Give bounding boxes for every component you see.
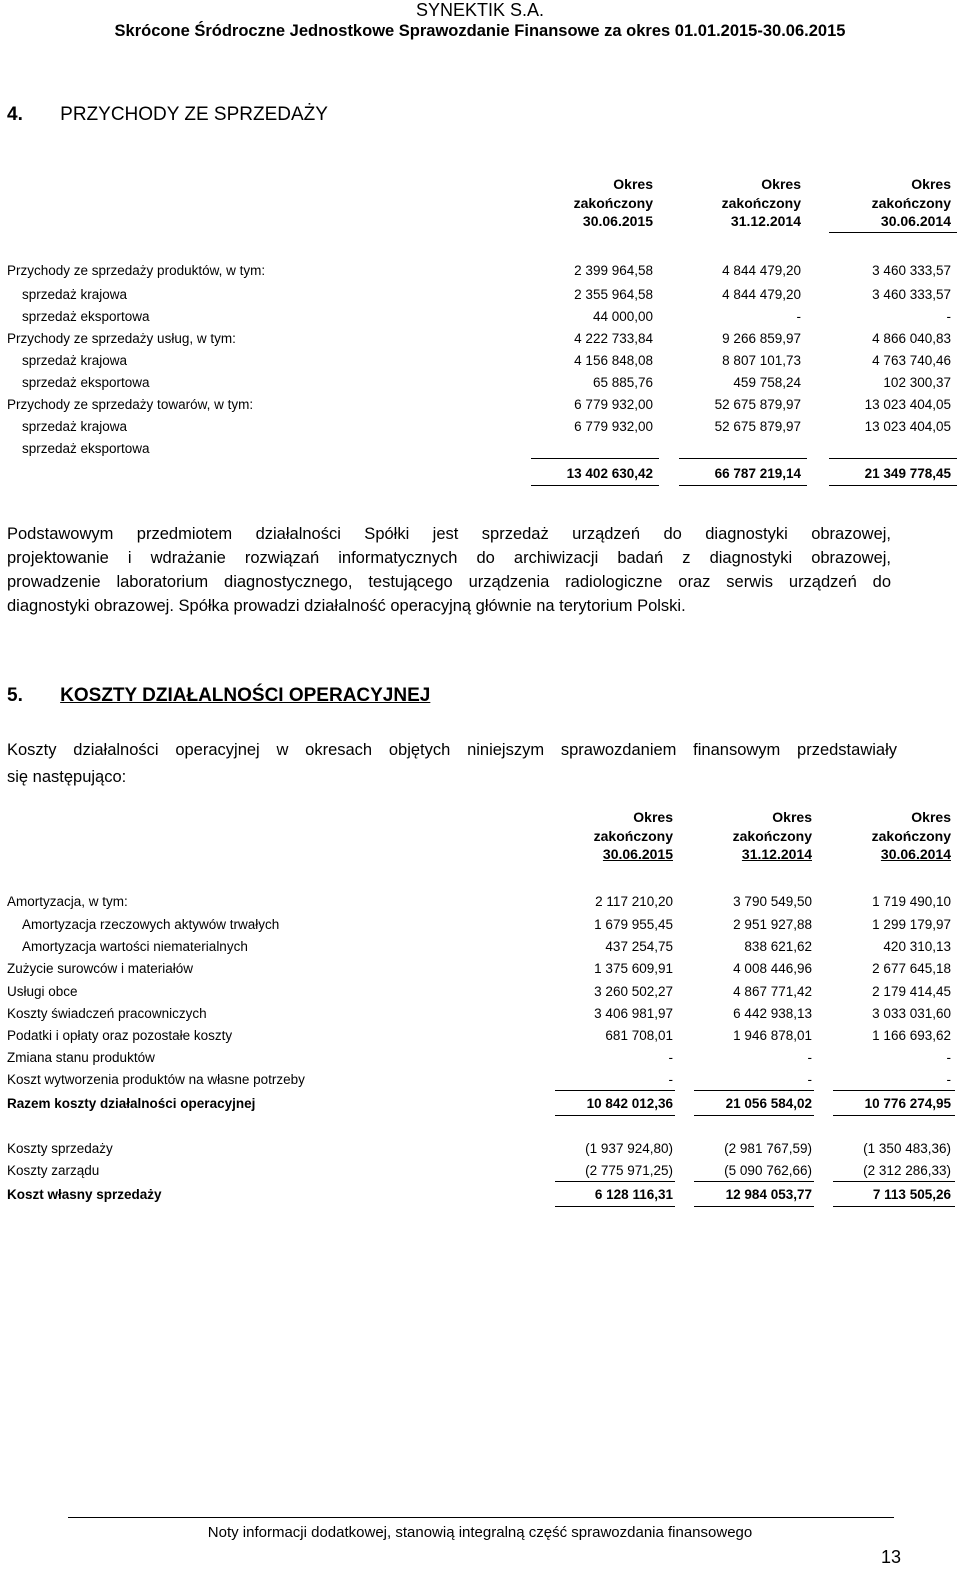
section-4-title: PRZYCHODY ZE SPRZEDAŻY <box>60 104 328 125</box>
table-row: sprzedaż eksportowa 44 000,00 - - <box>22 309 951 324</box>
s5-total2-underline-3 <box>833 1206 955 1207</box>
table-row: sprzedaż krajowa 4 156 848,08 8 807 101,73 4 763 740,46 <box>22 353 951 368</box>
section-4-heading <box>7 103 328 127</box>
s4-total-underline-3 <box>829 485 957 486</box>
section-5-heading <box>7 684 430 708</box>
s5-subtotal-line-2 <box>694 1090 814 1091</box>
section-5-intro: Koszty działalności operacyjnej w okresach objętych niniejszym sprawozdaniem finansowym przedstawiały się następująco: <box>7 741 897 786</box>
table-row: sprzedaż eksportowa 65 885,76 459 758,24 102 300,37 <box>22 375 951 390</box>
s4-total-underline-2 <box>679 485 807 486</box>
table-row: Usługi obce 3 260 502,27 4 867 771,42 2 179 414,45 <box>7 984 951 999</box>
s5-subtotal2-line-1 <box>555 1181 675 1182</box>
s5-total2-underline-1 <box>555 1206 675 1207</box>
section-4-paragraph: Podstawowym przedmiotem działalności Spółki jest sprzedaż urządzeń do diagnostyki obrazowej, projektowanie i wdrażanie rozwiązań informatycznych do archiwizacji badań z diagnostyki obrazowej, prowadzenie laboratorium diagnostycznego, testującego urządzenia radiologiczne oraz serwis urządzeń do diagnostyki obrazowej. Spółka prowadzi działalność operacyjną głównie na terytorium Polski. <box>7 525 891 615</box>
table-row: Zmiana stanu produktów - - - <box>7 1050 951 1065</box>
s4-col-3-header-underline <box>829 232 957 233</box>
table-row: Przychody ze sprzedaży usług, w tym: 4 222 733,84 9 266 859,97 4 866 040,83 <box>7 331 951 346</box>
s5-col-3-header: Okres zakończony 30.06.2014 <box>871 809 951 862</box>
s5-subtotal-line-3 <box>833 1090 955 1091</box>
s5-total-underline-2 <box>694 1115 814 1116</box>
s5-total-underline-3 <box>833 1115 955 1116</box>
footer-divider <box>68 1517 894 1518</box>
table-row: Podatki i opłaty oraz pozostałe koszty 681 708,01 1 946 878,01 1 166 693,62 <box>7 1028 951 1043</box>
table-row: Zużycie surowców i materiałów 1 375 609,91 4 008 446,96 2 677 645,18 <box>7 961 951 976</box>
section-5-number: 5. <box>7 685 23 706</box>
report-subtitle: Skrócone Śródroczne Jednostkowe Sprawozdanie Finansowe za okres 01.01.2015-30.06.2015 <box>114 22 846 40</box>
table-row: Koszt wytworzenia produktów na własne potrzeby - - - <box>7 1072 951 1087</box>
total-row: Razem koszty działalności operacyjnej 10 842 012,36 21 056 584,02 10 776 274,95 <box>7 1096 951 1111</box>
total-row: Koszt własny sprzedaży 6 128 116,31 12 984 053,77 7 113 505,26 <box>7 1187 951 1202</box>
s4-col-1-header: Okres zakończony 30.06.2015 <box>573 176 653 229</box>
footer-note: Noty informacji dodatkowej, stanowią integralną część sprawozdania finansowego <box>207 1524 753 1541</box>
table-row: Koszty świadczeń pracowniczych 3 406 981,97 6 442 938,13 3 033 031,60 <box>7 1006 951 1021</box>
table-row: Koszty zarządu (2 775 971,25) (5 090 762,66) (2 312 286,33) <box>7 1163 951 1178</box>
s4-col-3-header: Okres zakończony 30.06.2014 <box>871 176 951 229</box>
s5-col-2-header: Okres zakończony 31.12.2014 <box>732 809 812 862</box>
s4-total-underline-1 <box>531 485 659 486</box>
s4-col-2-header: Okres zakończony 31.12.2014 <box>721 176 801 229</box>
table-row: sprzedaż krajowa 2 355 964,58 4 844 479,20 3 460 333,57 <box>22 287 951 302</box>
table-row: Przychody ze sprzedaży towarów, w tym: 6 779 932,00 52 675 879,97 13 023 404,05 <box>7 397 951 412</box>
s4-subtotal-line-1 <box>531 458 659 459</box>
s4-subtotal-line-2 <box>679 458 807 459</box>
s4-subtotal-line-3 <box>829 458 957 459</box>
table-row: sprzedaż eksportowa <box>22 441 150 456</box>
s5-subtotal2-line-2 <box>694 1181 814 1182</box>
table-row: Przychody ze sprzedaży produktów, w tym: 2 399 964,58 4 844 479,20 3 460 333,57 <box>7 263 951 278</box>
table-row: Amortyzacja wartości niematerialnych 437 254,75 838 621,62 420 310,13 <box>22 939 951 954</box>
table-row: sprzedaż krajowa 6 779 932,00 52 675 879,97 13 023 404,05 <box>22 419 951 434</box>
company-name: SYNEKTIK S.A. <box>415 0 545 20</box>
table-row: Koszty sprzedaży (1 937 924,80) (2 981 767,59) (1 350 483,36) <box>7 1141 951 1156</box>
table-row: Amortyzacja, w tym: 2 117 210,20 3 790 549,50 1 719 490,10 <box>7 894 951 909</box>
s5-col-1-header: Okres zakończony 30.06.2015 <box>593 809 673 862</box>
s5-total-underline-1 <box>555 1115 675 1116</box>
s5-total2-underline-2 <box>694 1206 814 1207</box>
table-row: Amortyzacja rzeczowych aktywów trwałych 1 679 955,45 2 951 927,88 1 299 179,97 <box>22 917 951 932</box>
s5-subtotal-line-1 <box>555 1090 675 1091</box>
s5-subtotal2-line-3 <box>833 1181 955 1182</box>
total-row: 13 402 630,42 66 787 219,14 21 349 778,45 <box>566 466 951 481</box>
section-5-title: KOSZTY DZIAŁALNOŚCI OPERACYJNEJ <box>60 685 431 706</box>
section-4-number: 4. <box>7 104 23 125</box>
page-number: 13 <box>880 1547 901 1567</box>
